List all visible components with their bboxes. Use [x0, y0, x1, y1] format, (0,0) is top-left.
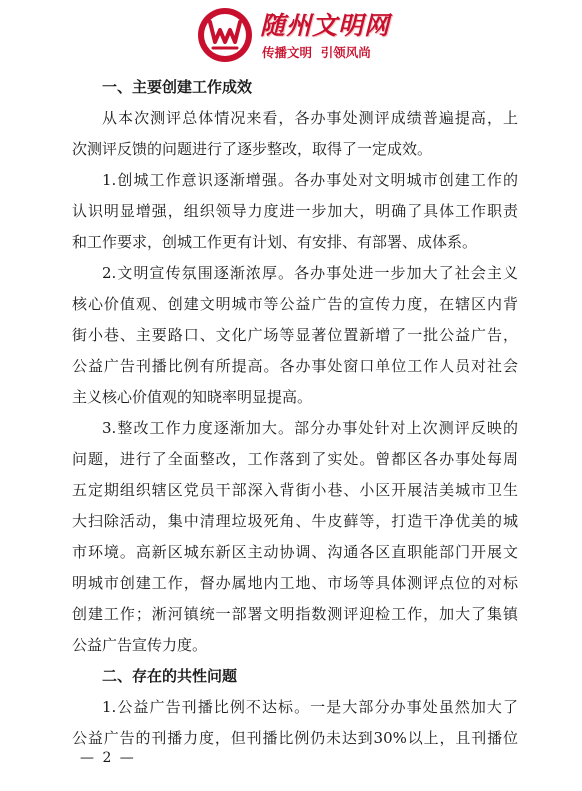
paragraph-line: 主义核心价值观的知晓率明显提高。	[72, 388, 313, 406]
section-heading-1: 一、主要创建工作成效	[102, 78, 253, 96]
paragraph-line: 从本次测评总体情况来看，各办事处测评成绩普遍提高，上	[102, 109, 518, 127]
site-slogan: 传播文明 引领风尚	[262, 45, 371, 60]
paragraph-line: 3.整改工作力度逐渐加大。部分办事处针对上次测评反映的	[102, 419, 518, 437]
site-title: 随州文明网	[260, 11, 391, 40]
paragraph-line: 次测评反馈的问题进行了逐步整改，取得了一定成效。	[72, 140, 433, 158]
paragraph-line: 市环境。高新区城东新区主动协调、沟通各区直职能部门开展文	[72, 543, 518, 561]
paragraph-line: 认识明显增强，组织领导力度进一步加大，明确了具体工作职责	[72, 202, 518, 220]
wm-logo-icon	[196, 6, 254, 64]
paragraph-line: 和工作要求，创城工作更有计划、有安排、有部署、成体系。	[72, 233, 478, 251]
paragraph-line: 明城市创建工作，督办属地内工地、市场等具体测评点位的对标	[72, 574, 518, 592]
paragraph-line: 问题，进行了全面整改，工作落到了实处。曾都区各办事处每周	[72, 450, 518, 468]
paragraph-line: 1.创城工作意识逐渐增强。各办事处对文明城市创建工作的	[102, 171, 518, 189]
paragraph-line: 公益广告刊播比例有所提高。各办事处窗口单位工作人员对社会	[72, 357, 518, 375]
document-body	[72, 72, 518, 754]
paragraph-line: 公益广告宣传力度。	[72, 636, 208, 654]
paragraph-line: 核心价值观、创建文明城市等公益广告的宣传力度，在辖区内背	[72, 295, 518, 313]
paragraph-line: 公益广告的刊播力度，但刊播比例仍未达到30%以上，且刊播位	[72, 729, 518, 747]
site-header	[0, 0, 582, 66]
section-heading-2: 二、存在的共性问题	[102, 667, 238, 685]
paragraph-line: 街小巷、主要路口、文化广场等显著位置新增了一批公益广告，	[72, 326, 518, 344]
page-number: — 2 —	[80, 750, 136, 766]
paragraph-line: 1.公益广告刊播比例不达标。一是大部分办事处虽然加大了	[102, 698, 518, 716]
paragraph-line: 大扫除活动，集中清理垃圾死角、牛皮藓等，打造干净优美的城	[72, 512, 518, 530]
paragraph-line: 创建工作；淅河镇统一部署文明指数测评迎检工作，加大了集镇	[72, 605, 518, 623]
paragraph-line: 五定期组织辖区党员干部深入背街小巷、小区开展洁美城市卫生	[72, 481, 518, 499]
paragraph-line: 2.文明宣传氛围逐渐浓厚。各办事处进一步加大了社会主义	[102, 264, 518, 282]
